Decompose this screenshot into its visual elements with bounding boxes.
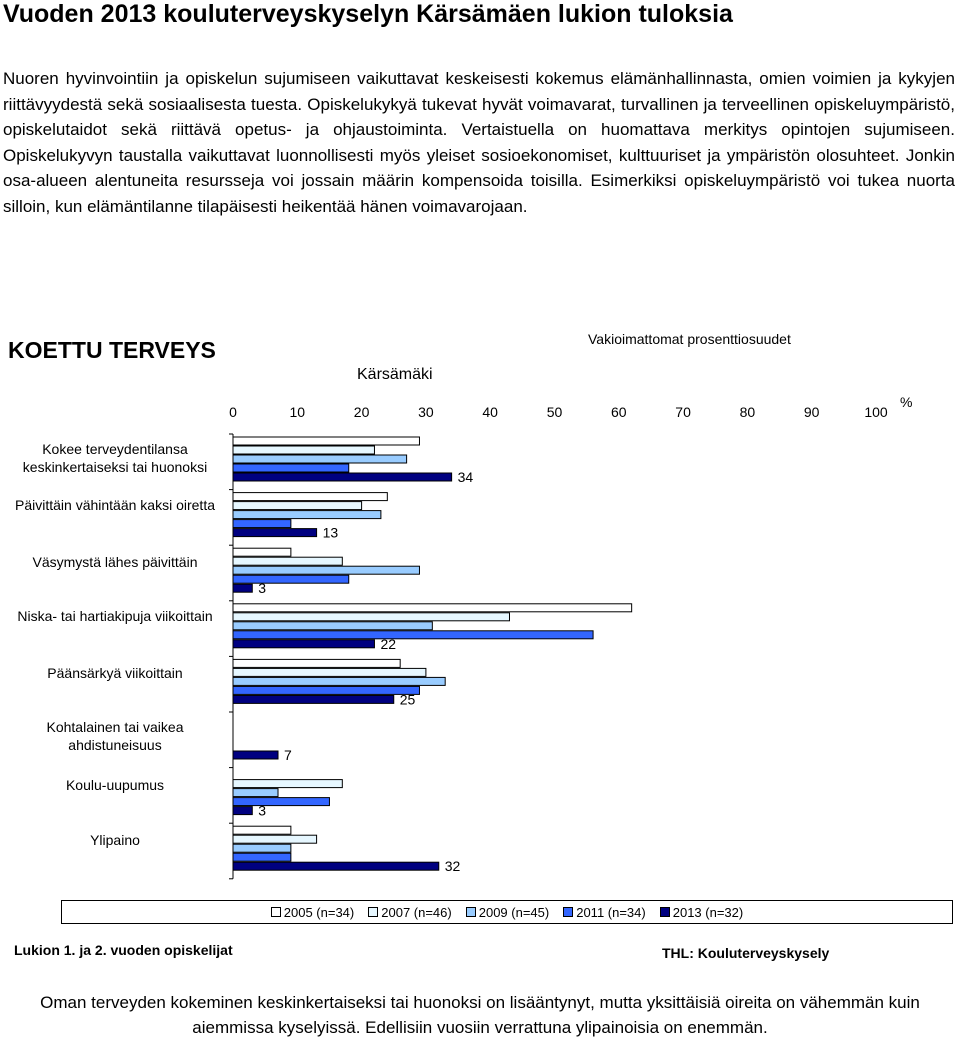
data-label: 34 bbox=[457, 469, 474, 485]
legend-item bbox=[466, 905, 549, 920]
x-tick-label: 0 bbox=[229, 404, 237, 420]
data-label: 25 bbox=[399, 691, 416, 708]
bar bbox=[233, 446, 374, 454]
bar bbox=[233, 659, 400, 667]
x-tick-label: 90 bbox=[803, 404, 820, 420]
bar bbox=[233, 464, 349, 472]
bar bbox=[233, 686, 419, 694]
bar bbox=[233, 511, 381, 519]
bar bbox=[233, 826, 291, 834]
legend-swatch bbox=[368, 907, 378, 917]
bar bbox=[233, 502, 362, 510]
x-tick-label: 30 bbox=[418, 404, 434, 420]
bar bbox=[233, 493, 387, 501]
category-label: Päivittäin vähintään kaksi oiretta bbox=[15, 496, 215, 513]
category-label: Väsymystä lähes päivittäin bbox=[32, 554, 198, 571]
bar bbox=[233, 613, 509, 621]
data-label: 32 bbox=[444, 858, 461, 875]
bar bbox=[233, 668, 426, 676]
bar bbox=[233, 520, 291, 528]
bar bbox=[233, 853, 291, 861]
legend-item bbox=[660, 905, 743, 920]
legend-label: 2009 (n=45) bbox=[478, 904, 550, 920]
category-label: Ylipaino bbox=[90, 832, 140, 849]
bar bbox=[233, 548, 291, 556]
data-label: 3 bbox=[258, 802, 267, 819]
bar bbox=[233, 862, 439, 870]
chart-note: Vakioimattomat prosenttiosuudet bbox=[588, 331, 791, 347]
bar bbox=[233, 473, 452, 481]
bar bbox=[233, 437, 419, 445]
bar bbox=[233, 575, 349, 583]
bar bbox=[233, 751, 278, 759]
bar bbox=[233, 640, 374, 648]
bar bbox=[233, 798, 329, 806]
data-label: 3 bbox=[258, 580, 267, 597]
bar bbox=[233, 807, 252, 815]
x-tick-label: 10 bbox=[289, 404, 306, 420]
intro-paragraph: Nuoren hyvinvointiin ja opiskelun sujumiseen vaikuttavat keskeisesti kokemus elämänhallinnasta, omien voimien ja kykyjen riittävyydestä sekä sosiaalisesta tuesta. Opiskelukykyä tukevat hyvät voimavarat, turvallinen ja terveellinen opiskeluympäristö, opiskelutaidot sekä riittävä opetus- ja ohjaustoiminta. Vertaistuella on huomattava merkitys opintojen sujumiseen. Opiskelukyvyn taustalla vaikuttavat luonnollisesti myös yleiset sosioekonomiset, kulttuuriset ja ympäristön olosuhteet. Jonkin osa-alueen alentuneita resursseja voi jossain määrin kompensoida toisilla. Esimerkiksi opiskeluympäristö voi tukea nuorta silloin, kun elämäntilanne tilapäisesti heikentää hänen voimavarojaan. bbox=[3, 69, 955, 216]
legend-swatch bbox=[660, 907, 670, 917]
bar bbox=[233, 789, 278, 797]
x-tick-label: 40 bbox=[482, 404, 498, 420]
x-tick-label: 80 bbox=[739, 404, 756, 420]
legend-item bbox=[368, 905, 451, 920]
page-title: Vuoden 2013 kouluterveyskyselyn Kärsämäen lukion tuloksia bbox=[3, 0, 733, 28]
bar bbox=[233, 584, 252, 592]
legend-swatch bbox=[466, 907, 476, 917]
chart-legend bbox=[61, 900, 953, 924]
bar bbox=[233, 695, 394, 703]
category-label: Niska- tai hartiakipuja viikoittain bbox=[17, 607, 213, 624]
category-label: Päänsärkyä viikoittain bbox=[47, 665, 183, 682]
category-label: Kohtalainen tai vaikea ahdistuneisuus bbox=[46, 719, 184, 753]
x-tick-label: 60 bbox=[611, 404, 627, 420]
bar bbox=[233, 677, 445, 685]
bar bbox=[233, 557, 342, 565]
x-tick-label: 50 bbox=[546, 404, 563, 420]
legend-label: 2011 (n=34) bbox=[576, 904, 646, 920]
data-label: 13 bbox=[322, 524, 339, 541]
legend-swatch bbox=[563, 907, 573, 917]
footer-population: Lukion 1. ja 2. vuoden opiskelijat bbox=[14, 942, 233, 958]
legend-item bbox=[271, 905, 354, 920]
legend-label: 2007 (n=46) bbox=[381, 904, 452, 920]
x-axis-unit: % bbox=[900, 394, 913, 410]
legend-label: 2005 (n=34) bbox=[283, 904, 355, 920]
legend-item bbox=[563, 905, 646, 920]
x-tick-label: 100 bbox=[864, 404, 888, 420]
bar bbox=[233, 566, 419, 574]
data-label: 22 bbox=[380, 635, 397, 652]
bar bbox=[233, 844, 291, 852]
data-label: 7 bbox=[284, 747, 292, 763]
bar bbox=[233, 455, 407, 463]
chart-subtitle-place: Kärsämäki bbox=[357, 366, 433, 383]
legend-swatch bbox=[271, 907, 281, 917]
bar bbox=[233, 604, 632, 612]
bar bbox=[233, 631, 593, 639]
bar bbox=[233, 529, 317, 537]
chart-title: KOETTU TERVEYS bbox=[8, 337, 216, 363]
category-label: Koulu-uupumus bbox=[65, 776, 165, 793]
bar bbox=[233, 622, 432, 630]
bar bbox=[233, 835, 317, 843]
x-tick-label: 20 bbox=[353, 404, 370, 420]
footer-source: THL: Kouluterveyskysely bbox=[662, 945, 830, 961]
conclusion-text: Oman terveyden kokeminen keskinkertaiseksi tai huonoksi on lisääntynyt, mutta yksittäisiä oireita on vähemmän kuin aiemmissa kyselyissä. Edellisiin vuosiin verrattuna ylipainoisia on enemmän. bbox=[40, 993, 920, 1037]
x-tick-label: 70 bbox=[675, 404, 691, 420]
bar bbox=[233, 780, 342, 788]
category-label: Kokee terveydentilansa keskinkertaiseksi tai huonoksi bbox=[22, 441, 208, 475]
legend-label: 2013 (n=32) bbox=[672, 904, 744, 920]
